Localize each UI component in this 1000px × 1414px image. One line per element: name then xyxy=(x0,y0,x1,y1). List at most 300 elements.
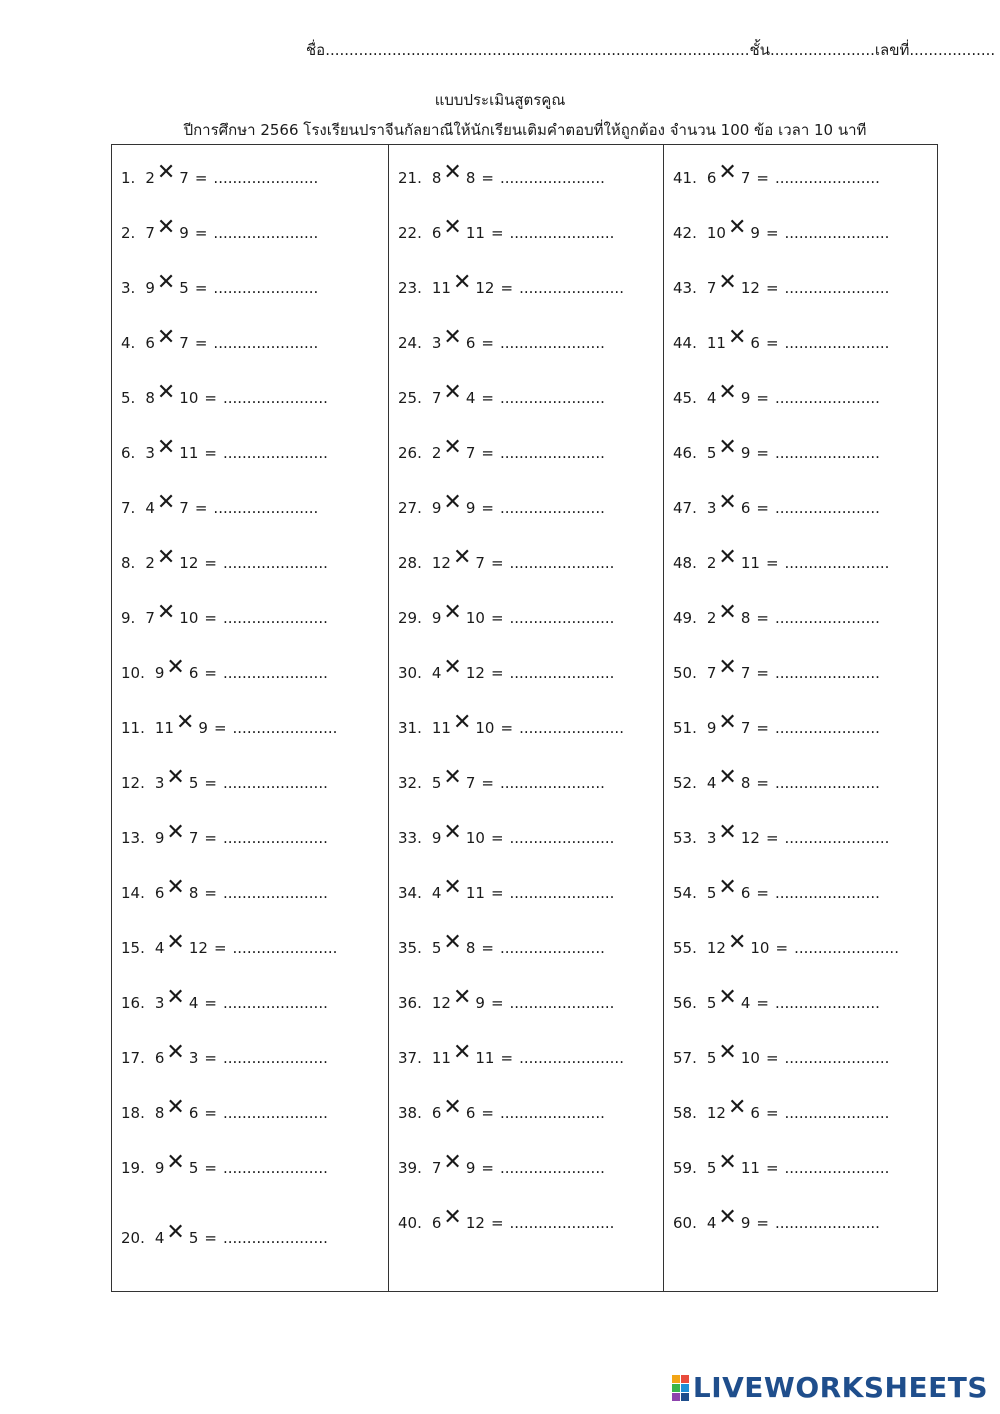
multiplicand: 6 xyxy=(706,169,717,187)
equals-sign: = xyxy=(490,224,504,242)
multiplier: 6 xyxy=(188,1104,199,1122)
times-icon: ✕ xyxy=(166,875,185,900)
multiplicand: 3 xyxy=(706,829,717,847)
times-icon: ✕ xyxy=(443,1150,462,1175)
times-icon: ✕ xyxy=(156,325,176,350)
multiplier: 9 xyxy=(740,1214,751,1232)
answer-blank[interactable]: ...................... xyxy=(784,1049,890,1067)
problem-column-2 xyxy=(388,145,663,1291)
multiplier: 4 xyxy=(465,389,476,407)
multiplier: 5 xyxy=(188,774,199,792)
answer-blank[interactable]: ...................... xyxy=(222,884,328,902)
times-icon: ✕ xyxy=(443,930,462,955)
equals-sign: = xyxy=(765,554,779,572)
equals-sign: = xyxy=(204,664,217,682)
answer-blank[interactable]: ...................... xyxy=(222,664,328,682)
problem-item xyxy=(121,820,328,847)
answer-blank[interactable]: ...................... xyxy=(774,609,880,627)
multiplier: 10 xyxy=(740,1049,760,1067)
times-icon: ✕ xyxy=(727,325,747,350)
problem-number: 33. xyxy=(398,829,422,847)
problem-number: 43. xyxy=(673,279,697,297)
equals-sign: = xyxy=(756,994,769,1012)
times-icon: ✕ xyxy=(452,545,472,570)
equals-sign: = xyxy=(194,499,208,517)
answer-blank[interactable]: ...................... xyxy=(499,444,605,462)
multiplier: 12 xyxy=(465,1214,485,1232)
problem-number: 50. xyxy=(673,664,697,682)
answer-blank[interactable]: ...................... xyxy=(499,389,605,407)
answer-blank[interactable]: ...................... xyxy=(499,939,605,957)
problem-number: 57. xyxy=(673,1049,697,1067)
multiplicand: 10 xyxy=(706,224,726,242)
answer-blank[interactable]: ...................... xyxy=(784,334,890,352)
multiplicand: 4 xyxy=(706,389,717,407)
answer-blank[interactable]: ...................... xyxy=(509,994,615,1012)
answer-blank[interactable]: ...................... xyxy=(519,279,624,297)
problem-item xyxy=(673,710,880,737)
multiplicand: 4 xyxy=(154,1229,165,1247)
equals-sign: = xyxy=(481,334,494,352)
answer-blank[interactable]: ...................... xyxy=(213,169,319,187)
multiplier: 7 xyxy=(188,829,199,847)
problem-item xyxy=(121,380,328,407)
multiplicand: 3 xyxy=(154,994,165,1012)
equals-sign: = xyxy=(204,609,217,627)
problem-number: 27. xyxy=(398,499,422,517)
multiplier: 10 xyxy=(465,609,485,627)
multiplier: 9 xyxy=(740,389,751,407)
multiplicand: 4 xyxy=(154,939,165,957)
multiplicand: 8 xyxy=(145,389,155,407)
multiplicand: 3 xyxy=(431,334,442,352)
equals-sign: = xyxy=(204,994,217,1012)
equals-sign: = xyxy=(490,884,504,902)
times-icon: ✕ xyxy=(156,600,176,625)
problem-item xyxy=(121,655,328,682)
answer-blank[interactable]: ...................... xyxy=(774,994,880,1012)
multiplicand: 11 xyxy=(154,719,174,737)
problem-number: 13. xyxy=(121,829,145,847)
times-icon: ✕ xyxy=(175,710,195,735)
multiplier: 12 xyxy=(465,664,485,682)
times-icon: ✕ xyxy=(443,655,462,680)
multiplier: 10 xyxy=(179,389,199,407)
multiplicand: 3 xyxy=(706,499,717,517)
times-icon: ✕ xyxy=(718,160,737,185)
problem-item xyxy=(673,1040,890,1067)
problem-column-1 xyxy=(112,145,388,1291)
multiplicand: 8 xyxy=(154,1104,165,1122)
equals-sign: = xyxy=(204,884,217,902)
problem-item xyxy=(673,270,890,297)
times-icon: ✕ xyxy=(452,985,472,1010)
problem-item xyxy=(398,380,605,407)
problem-item xyxy=(673,875,880,902)
problem-number: 44. xyxy=(673,334,697,352)
times-icon: ✕ xyxy=(443,160,462,185)
logo-square xyxy=(681,1375,689,1383)
times-icon: ✕ xyxy=(443,1205,462,1230)
equals-sign: = xyxy=(756,389,769,407)
problem-number: 6. xyxy=(121,444,136,462)
answer-blank[interactable]: ...................... xyxy=(222,774,328,792)
equals-sign: = xyxy=(490,829,504,847)
equals-sign: = xyxy=(204,1049,217,1067)
problem-item xyxy=(398,985,615,1012)
problem-item xyxy=(673,490,880,517)
problem-number: 1. xyxy=(121,169,136,187)
answer-blank[interactable]: ...................... xyxy=(774,884,880,902)
multiplicand: 7 xyxy=(145,609,155,627)
equals-sign: = xyxy=(204,1159,217,1177)
times-icon: ✕ xyxy=(156,160,176,185)
equals-sign: = xyxy=(204,1104,217,1122)
multiplier: 8 xyxy=(465,939,476,957)
equals-sign: = xyxy=(204,389,217,407)
problem-number: 51. xyxy=(673,719,697,737)
problem-number: 31. xyxy=(398,719,422,737)
answer-blank[interactable]: ...................... xyxy=(784,1159,890,1177)
problem-number: 17. xyxy=(121,1049,145,1067)
answer-blank[interactable]: ...................... xyxy=(213,279,319,297)
times-icon: ✕ xyxy=(718,1150,737,1175)
answer-blank[interactable]: ...................... xyxy=(222,554,328,572)
times-icon: ✕ xyxy=(156,215,176,240)
multiplier: 10 xyxy=(465,829,485,847)
times-icon: ✕ xyxy=(166,1220,185,1245)
answer-blank[interactable]: ...................... xyxy=(232,719,338,737)
answer-blank[interactable]: ...................... xyxy=(222,994,328,1012)
equals-sign: = xyxy=(765,279,779,297)
answer-blank[interactable]: ...................... xyxy=(509,829,615,847)
multiplicand: 7 xyxy=(145,224,155,242)
times-icon: ✕ xyxy=(718,820,737,845)
problem-number: 23. xyxy=(398,279,422,297)
answer-blank[interactable]: ...................... xyxy=(774,774,880,792)
answer-blank[interactable]: ...................... xyxy=(519,719,624,737)
multiplier: 10 xyxy=(179,609,199,627)
problem-item xyxy=(398,1150,605,1177)
problem-item xyxy=(121,600,328,627)
equals-sign: = xyxy=(204,554,217,572)
times-icon: ✕ xyxy=(727,930,747,955)
problem-number: 9. xyxy=(121,609,136,627)
answer-blank[interactable]: ...................... xyxy=(213,499,319,517)
multiplier: 5 xyxy=(188,1229,199,1247)
multiplicand: 8 xyxy=(431,169,442,187)
problem-item xyxy=(121,1150,328,1177)
problem-item xyxy=(121,765,328,792)
multiplier: 6 xyxy=(740,884,751,902)
answer-blank[interactable]: ...................... xyxy=(222,389,328,407)
problem-item xyxy=(673,1095,890,1122)
times-icon: ✕ xyxy=(443,1095,462,1120)
multiplier: 12 xyxy=(475,279,495,297)
equals-sign: = xyxy=(500,719,514,737)
multiplier: 7 xyxy=(740,169,751,187)
answer-blank[interactable]: ...................... xyxy=(509,1214,615,1232)
answer-blank[interactable]: ...................... xyxy=(774,169,880,187)
answer-blank[interactable]: ...................... xyxy=(774,1214,880,1232)
answer-blank[interactable]: ...................... xyxy=(499,774,605,792)
answer-blank[interactable]: ...................... xyxy=(213,334,319,352)
multiplicand: 5 xyxy=(706,994,717,1012)
multiplicand: 6 xyxy=(154,884,165,902)
multiplier: 7 xyxy=(179,334,189,352)
multiplicand: 7 xyxy=(706,279,717,297)
logo-square xyxy=(672,1393,680,1401)
multiplier: 12 xyxy=(740,279,760,297)
multiplier: 11 xyxy=(465,224,485,242)
multiplier: 6 xyxy=(188,664,199,682)
answer-blank[interactable]: ...................... xyxy=(509,884,615,902)
problem-number: 38. xyxy=(398,1104,422,1122)
answer-blank[interactable]: ...................... xyxy=(784,829,890,847)
problem-number: 20. xyxy=(121,1229,145,1247)
logo-mark-icon xyxy=(672,1375,689,1401)
multiplicand: 11 xyxy=(431,719,451,737)
logo-square xyxy=(672,1384,680,1392)
problem-number: 41. xyxy=(673,169,697,187)
equals-sign: = xyxy=(765,224,779,242)
answer-blank[interactable]: ...................... xyxy=(499,169,605,187)
multiplicand: 5 xyxy=(706,444,717,462)
problem-number: 26. xyxy=(398,444,422,462)
times-icon: ✕ xyxy=(166,930,185,955)
answer-blank[interactable]: ...................... xyxy=(213,224,319,242)
answer-blank[interactable]: ...................... xyxy=(509,664,615,682)
multiplicand: 7 xyxy=(431,1159,442,1177)
times-icon: ✕ xyxy=(443,765,462,790)
problem-item xyxy=(121,1040,328,1067)
problem-item xyxy=(673,655,880,682)
multiplicand: 5 xyxy=(431,939,442,957)
multiplicand: 9 xyxy=(431,609,442,627)
multiplicand: 12 xyxy=(706,1104,726,1122)
problem-item xyxy=(673,160,880,187)
problem-item xyxy=(398,215,615,242)
problem-item xyxy=(398,820,615,847)
times-icon: ✕ xyxy=(443,380,462,405)
multiplicand: 9 xyxy=(154,664,165,682)
multiplier: 11 xyxy=(475,1049,495,1067)
multiplicand: 5 xyxy=(431,774,442,792)
equals-sign: = xyxy=(481,1104,494,1122)
times-icon: ✕ xyxy=(718,380,737,405)
answer-blank[interactable]: ...................... xyxy=(232,939,338,957)
problem-item xyxy=(673,765,880,792)
answer-blank[interactable]: ...................... xyxy=(784,1104,890,1122)
multiplier: 7 xyxy=(179,499,189,517)
problem-number: 2. xyxy=(121,224,136,242)
multiplier: 9 xyxy=(475,994,485,1012)
problem-item xyxy=(121,930,338,957)
answer-blank[interactable]: ...................... xyxy=(509,609,615,627)
problem-item xyxy=(398,1205,615,1232)
times-icon: ✕ xyxy=(443,820,462,845)
multiplicand: 5 xyxy=(706,1049,717,1067)
multiplicand: 6 xyxy=(154,1049,165,1067)
problem-item xyxy=(398,765,605,792)
multiplicand: 4 xyxy=(706,774,717,792)
times-icon: ✕ xyxy=(443,435,462,460)
problem-number: 22. xyxy=(398,224,422,242)
problem-item xyxy=(121,545,328,572)
answer-blank[interactable]: ...................... xyxy=(222,444,328,462)
answer-blank[interactable]: ...................... xyxy=(519,1049,624,1067)
multiplicand: 2 xyxy=(431,444,442,462)
equals-sign: = xyxy=(490,994,504,1012)
multiplier: 6 xyxy=(740,499,751,517)
equals-sign: = xyxy=(765,1159,779,1177)
multiplier: 12 xyxy=(740,829,760,847)
problem-item xyxy=(121,160,319,187)
multiplier: 4 xyxy=(188,994,199,1012)
problem-number: 48. xyxy=(673,554,697,572)
problem-item xyxy=(398,435,605,462)
equals-sign: = xyxy=(194,279,208,297)
problem-number: 32. xyxy=(398,774,422,792)
multiplicand: 7 xyxy=(431,389,442,407)
times-icon: ✕ xyxy=(443,600,462,625)
answer-blank[interactable]: ...................... xyxy=(499,1104,605,1122)
problem-number: 42. xyxy=(673,224,697,242)
answer-blank[interactable]: ...................... xyxy=(774,664,880,682)
problem-item xyxy=(121,490,319,517)
multiplier: 12 xyxy=(179,554,199,572)
times-icon: ✕ xyxy=(443,875,462,900)
equals-sign: = xyxy=(194,224,208,242)
equals-sign: = xyxy=(481,444,494,462)
multiplicand: 12 xyxy=(706,939,726,957)
times-icon: ✕ xyxy=(156,435,176,460)
times-icon: ✕ xyxy=(156,270,176,295)
times-icon: ✕ xyxy=(718,655,737,680)
times-icon: ✕ xyxy=(718,765,737,790)
answer-blank[interactable]: ...................... xyxy=(222,1159,328,1177)
answer-blank[interactable]: ...................... xyxy=(222,1049,328,1067)
answer-blank[interactable]: ...................... xyxy=(774,499,880,517)
multiplicand: 9 xyxy=(431,829,442,847)
multiplier: 8 xyxy=(740,774,751,792)
answer-blank[interactable]: ...................... xyxy=(222,609,328,627)
equals-sign: = xyxy=(765,829,779,847)
multiplier: 11 xyxy=(740,1159,760,1177)
answer-blank[interactable]: ...................... xyxy=(499,499,605,517)
equals-sign: = xyxy=(481,389,494,407)
times-icon: ✕ xyxy=(443,490,462,515)
equals-sign: = xyxy=(194,169,208,187)
answer-blank[interactable]: ...................... xyxy=(784,279,890,297)
answer-blank[interactable]: ...................... xyxy=(509,224,615,242)
problem-item xyxy=(673,820,890,847)
problem-number: 40. xyxy=(398,1214,422,1232)
times-icon: ✕ xyxy=(452,1040,472,1065)
answer-blank[interactable]: ...................... xyxy=(774,444,880,462)
times-icon: ✕ xyxy=(718,1205,737,1230)
problem-item xyxy=(398,160,605,187)
problem-number: 35. xyxy=(398,939,422,957)
equals-sign: = xyxy=(213,719,227,737)
times-icon: ✕ xyxy=(443,215,462,240)
logo-square xyxy=(672,1375,680,1383)
multiplicand: 2 xyxy=(145,169,155,187)
logo-square xyxy=(681,1384,689,1392)
equals-sign: = xyxy=(756,884,769,902)
times-icon: ✕ xyxy=(718,600,737,625)
multiplier: 7 xyxy=(465,444,476,462)
multiplicand: 9 xyxy=(145,279,155,297)
problem-number: 11. xyxy=(121,719,145,737)
problem-number: 4. xyxy=(121,334,136,352)
answer-blank[interactable]: ...................... xyxy=(509,554,615,572)
multiplier: 7 xyxy=(740,664,751,682)
equals-sign: = xyxy=(194,334,208,352)
logo-text: LIVEWORKSHEETS xyxy=(692,1371,988,1404)
logo-square xyxy=(681,1393,689,1401)
answer-blank[interactable]: ...................... xyxy=(222,1104,328,1122)
problem-number: 15. xyxy=(121,939,145,957)
problem-item xyxy=(398,710,624,737)
times-icon: ✕ xyxy=(718,875,737,900)
problem-item xyxy=(673,600,880,627)
multiplicand: 2 xyxy=(706,609,717,627)
answer-blank[interactable]: ...................... xyxy=(499,334,605,352)
problem-item xyxy=(673,985,880,1012)
multiplier: 7 xyxy=(475,554,485,572)
answer-blank[interactable]: ...................... xyxy=(784,554,890,572)
multiplicand: 5 xyxy=(706,884,717,902)
multiplier: 8 xyxy=(740,609,751,627)
multiplicand: 9 xyxy=(154,1159,165,1177)
multiplicand: 2 xyxy=(145,554,155,572)
times-icon: ✕ xyxy=(718,1040,737,1065)
problem-number: 52. xyxy=(673,774,697,792)
times-icon: ✕ xyxy=(166,765,185,790)
multiplier: 11 xyxy=(740,554,760,572)
problem-item xyxy=(121,435,328,462)
problem-number: 45. xyxy=(673,389,697,407)
problem-item xyxy=(398,325,605,352)
answer-blank[interactable]: ...................... xyxy=(774,389,880,407)
problem-number: 18. xyxy=(121,1104,145,1122)
multiplicand: 9 xyxy=(706,719,717,737)
multiplier: 9 xyxy=(198,719,208,737)
multiplier: 4 xyxy=(740,994,751,1012)
multiplier: 9 xyxy=(179,224,189,242)
answer-blank[interactable]: ...................... xyxy=(794,939,899,957)
multiplier: 9 xyxy=(740,444,751,462)
multiplier: 5 xyxy=(179,279,189,297)
answer-blank[interactable]: ...................... xyxy=(222,829,328,847)
multiplier: 9 xyxy=(465,1159,476,1177)
problem-item xyxy=(398,1095,605,1122)
answer-blank[interactable]: ...................... xyxy=(774,719,880,737)
answer-blank[interactable]: ...................... xyxy=(499,1159,605,1177)
equals-sign: = xyxy=(756,609,769,627)
multiplicand: 6 xyxy=(431,1214,442,1232)
equals-sign: = xyxy=(481,939,494,957)
multiplicand: 4 xyxy=(431,884,442,902)
equals-sign: = xyxy=(204,444,217,462)
multiplier: 7 xyxy=(179,169,189,187)
answer-blank[interactable]: ...................... xyxy=(222,1229,328,1247)
times-icon: ✕ xyxy=(452,710,472,735)
multiplicand: 12 xyxy=(431,554,451,572)
problem-number: 10. xyxy=(121,664,145,682)
answer-blank[interactable]: ...................... xyxy=(784,224,890,242)
